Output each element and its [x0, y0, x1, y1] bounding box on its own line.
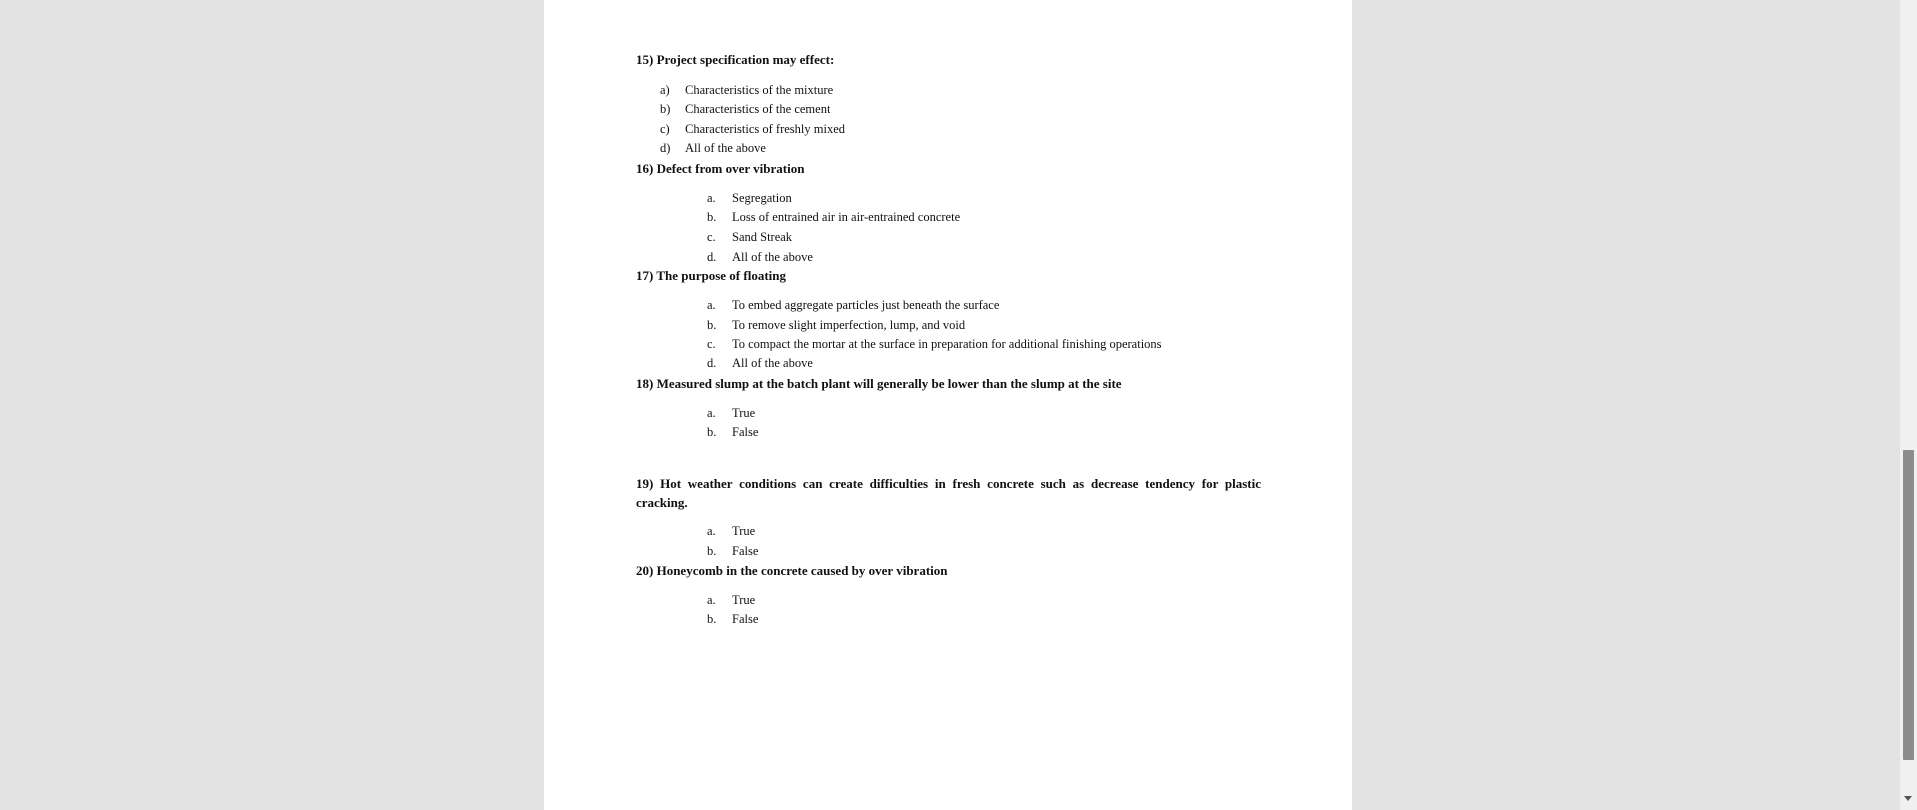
document-page [544, 0, 1352, 810]
option-letter: d) [660, 141, 671, 155]
option-text: To embed aggregate particles just beneath the surface [732, 298, 1000, 312]
question-15-option-d [660, 141, 766, 156]
option-letter: a. [707, 406, 716, 420]
question-20-option-b [707, 612, 758, 627]
option-text: True [732, 524, 756, 538]
question-20-title: 20) Honeycomb in the concrete caused by over vibration [636, 563, 948, 578]
question-19-title: 19) Hot weather conditions can create difficulties in fresh concrete such as decrease tendency for plastic cracking. [636, 476, 1261, 510]
vertical-scrollbar[interactable] [1900, 0, 1917, 810]
option-text: All of the above [732, 356, 813, 370]
question-16-option-b [707, 210, 960, 225]
option-text: All of the above [732, 250, 813, 264]
question-17-option-c [707, 337, 1162, 352]
question-19-option-a [707, 524, 755, 539]
question-16-option-a [707, 191, 792, 206]
option-text: Characteristics of the mixture [685, 83, 834, 97]
option-letter: d. [707, 356, 717, 370]
option-letter: b. [707, 318, 717, 332]
option-letter: b. [707, 544, 717, 558]
question-15-option-b [660, 102, 830, 117]
question-15-option-c [660, 122, 845, 137]
option-letter: d. [707, 250, 717, 264]
option-text: False [732, 544, 759, 558]
option-letter: a. [707, 298, 716, 312]
option-letter: b. [707, 425, 717, 439]
option-letter: c. [707, 337, 716, 351]
option-letter: c. [707, 230, 716, 244]
option-text: False [732, 612, 759, 626]
question-18-option-b [707, 425, 758, 440]
option-letter: a. [707, 593, 716, 607]
option-text: All of the above [685, 141, 766, 155]
question-17-option-a [707, 298, 999, 313]
question-15-title: 15) Project specification may effect: [636, 52, 835, 67]
option-letter: c) [660, 122, 670, 136]
option-letter: b) [660, 102, 671, 116]
question-15-option-a [660, 83, 833, 98]
question-17-option-b [707, 318, 965, 333]
question-20-option-a [707, 593, 755, 608]
question-17-title: 17) The purpose of floating [636, 268, 786, 283]
question-19-option-b [707, 544, 758, 559]
option-text: Segregation [732, 191, 792, 205]
question-16-title: 16) Defect from over vibration [636, 161, 805, 176]
question-18-option-a [707, 406, 755, 421]
scrollbar-thumb[interactable] [1903, 450, 1914, 760]
option-letter: b. [707, 210, 717, 224]
question-17-option-d [707, 356, 813, 371]
option-text: Loss of entrained air in air-entrained concrete [732, 210, 961, 224]
option-text: False [732, 425, 759, 439]
option-text: To compact the mortar at the surface in preparation for additional finishing operations [732, 337, 1162, 351]
option-letter: a. [707, 524, 716, 538]
option-text: Characteristics of freshly mixed [685, 122, 846, 136]
option-letter: a) [660, 83, 670, 97]
question-16-option-c [707, 230, 792, 245]
option-letter: b. [707, 612, 717, 626]
scroll-down-arrow-icon[interactable] [1904, 796, 1912, 801]
option-text: Sand Streak [732, 230, 793, 244]
question-18-title: 18) Measured slump at the batch plant will generally be lower than the slump at the site [636, 376, 1122, 391]
option-text: True [732, 593, 756, 607]
option-text: To remove slight imperfection, lump, and void [732, 318, 966, 332]
option-text: Characteristics of the cement [685, 102, 831, 116]
question-16-option-d [707, 250, 813, 265]
option-text: True [732, 406, 756, 420]
option-letter: a. [707, 191, 716, 205]
